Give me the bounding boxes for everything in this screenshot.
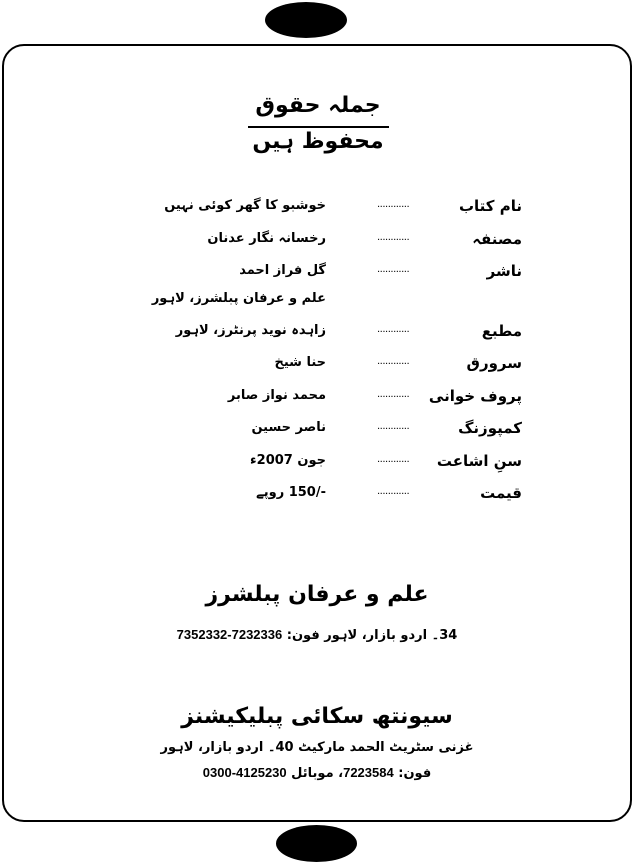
credit-row-cover [0, 350, 634, 376]
credit-label: مصنفہ [472, 230, 522, 248]
top-page-ornament [265, 2, 347, 38]
title-underline [248, 126, 389, 128]
publisher-2-mobile-label: موبائل [291, 766, 334, 781]
publisher-2-mobile: 0300-4125230 [202, 765, 287, 780]
credit-value: محمد نواز صابر [227, 388, 326, 403]
credit-label: قیمت [480, 484, 522, 502]
publisher-1-phone-label: فون: [286, 628, 320, 643]
credit-label: پروف خوانی [428, 387, 522, 405]
credit-dots: ............ [377, 356, 410, 367]
credit-dots: ............ [377, 264, 410, 275]
publisher-1-name: علم و عرفان پبلشرز [205, 582, 429, 607]
publisher-2-phone: 7223584 [343, 765, 394, 780]
publisher-1-contact [0, 624, 634, 647]
credit-value: رخسانہ نگار عدنان [207, 231, 326, 246]
credit-row-price [0, 480, 634, 506]
credit-dots: ............ [377, 389, 410, 400]
credit-value: ناصر حسین [251, 420, 326, 435]
bottom-page-ornament [276, 825, 357, 862]
credit-row-composing [0, 415, 634, 441]
credit-value: علم و عرفان پبلشرز، لاہور [151, 291, 326, 306]
credit-value: گل فراز احمد [239, 263, 326, 278]
credit-row-publication-date [0, 448, 634, 474]
publisher-1-address: 34۔ اردو بازار، لاہور [324, 628, 458, 643]
credit-row-printer [0, 318, 634, 344]
credit-row-publisher [0, 258, 634, 284]
publisher-1-phones: 7352332-7232336 [176, 627, 283, 642]
publisher-2-phone-label: فون: [398, 766, 432, 781]
credit-dots: ............ [377, 232, 410, 243]
credit-row-book-title [0, 193, 634, 219]
publisher-2-name: سیونتھ سکائی پبلیکیشنز [181, 704, 453, 729]
page-title: جملہ حقوق محفوظ ہیں [252, 93, 384, 154]
credit-dots: ............ [377, 324, 410, 335]
credit-label: ناشر [486, 262, 522, 280]
credit-value: حنا شیخ [274, 355, 326, 370]
credit-row-author [0, 226, 634, 252]
publisher-2-address: غزنی سٹریٹ الحمد مارکیٹ 40۔ اردو بازار، لاہور [160, 740, 474, 755]
publisher-2-contact: فون: 7223584، موبائل 0300-4125230 [202, 765, 432, 781]
credit-value: زاہدہ نوید پرنٹرز، لاہور [175, 323, 326, 338]
credit-dots: ............ [377, 199, 410, 210]
credit-dots: ............ [377, 486, 410, 497]
credit-row-proofreading [0, 383, 634, 409]
credit-label: مطبع [481, 322, 522, 340]
credit-label: نام کتاب [458, 197, 522, 215]
credit-label: سنِ اشاعت [436, 452, 522, 470]
credit-dots: ............ [377, 421, 410, 432]
credit-label: سرورق [466, 354, 522, 372]
credit-value: جون 2007ء [250, 453, 326, 468]
credit-dots: ............ [377, 454, 410, 465]
credit-value: خوشبو کا گھر کوئی نہیں [164, 198, 326, 213]
credit-value: -/150 روپے [256, 485, 326, 500]
credit-label: کمپوزنگ [458, 419, 522, 437]
credit-row-publisher-house [0, 286, 634, 312]
